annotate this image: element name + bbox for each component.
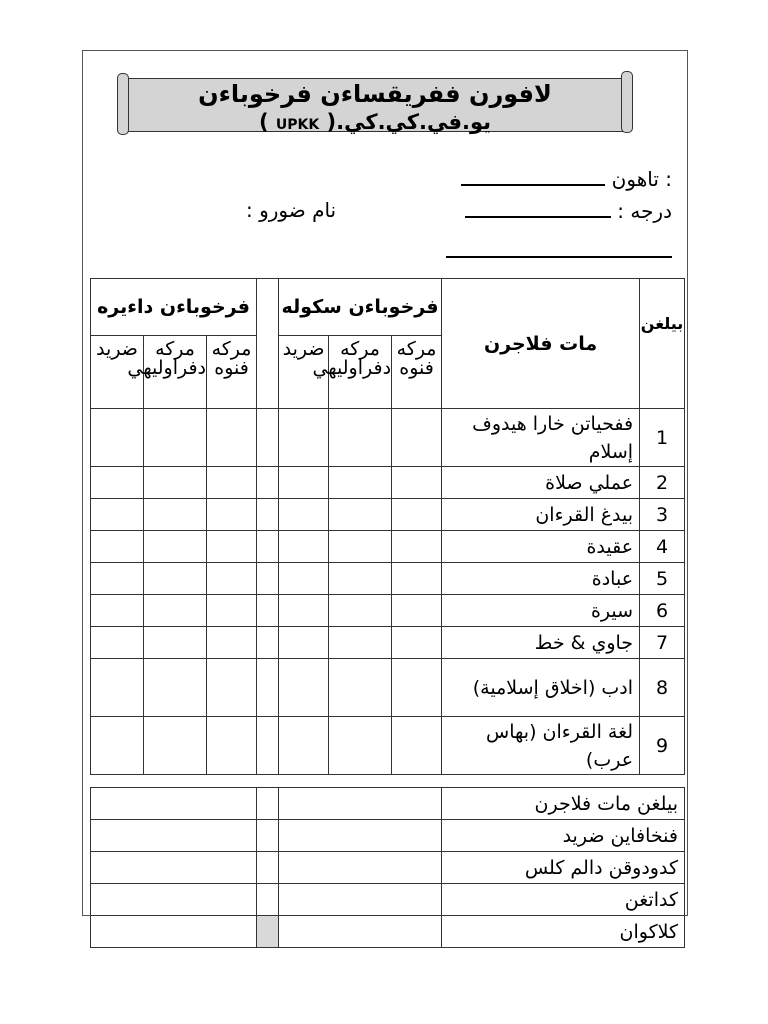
school-grade-cell[interactable] <box>279 499 329 531</box>
table-row <box>91 531 685 563</box>
summary-spacer-cell <box>257 852 279 884</box>
district-full-cell[interactable] <box>207 595 257 627</box>
table-row <box>91 595 685 627</box>
row-number: 6 <box>640 595 685 627</box>
district-obtained-cell[interactable] <box>144 409 207 467</box>
title-code: UPKK <box>275 117 320 133</box>
spacer-cell <box>257 531 279 563</box>
summary-row <box>91 788 685 820</box>
title-line-2 <box>120 108 630 139</box>
summary-spacer-cell <box>257 884 279 916</box>
summary-district-cell[interactable] <box>91 820 257 852</box>
district-full-cell[interactable] <box>207 531 257 563</box>
name-blank[interactable] <box>446 238 672 258</box>
district-obtained-cell[interactable] <box>144 627 207 659</box>
school-grade-header: ضريد <box>279 336 329 409</box>
school-obtained-cell[interactable] <box>329 499 392 531</box>
subject-name: عبادة <box>442 563 640 595</box>
subject-name: بيدغ القرءان <box>442 499 640 531</box>
school-full-cell[interactable] <box>392 409 442 467</box>
district-full-cell[interactable] <box>207 563 257 595</box>
row-number: 1 <box>640 409 685 467</box>
school-grade-cell[interactable] <box>279 717 329 775</box>
district-obtained-cell[interactable] <box>144 659 207 717</box>
district-full-header: مركه فنوه <box>207 336 257 409</box>
district-grade-cell[interactable] <box>91 717 144 775</box>
district-full-cell[interactable] <box>207 659 257 717</box>
spacer-cell <box>257 409 279 467</box>
summary-school-cell[interactable] <box>279 916 442 948</box>
summary-spacer-cell <box>257 916 279 948</box>
spacer-cell <box>257 563 279 595</box>
table-row <box>91 627 685 659</box>
summary-district-cell[interactable] <box>91 852 257 884</box>
spacer-cell <box>257 499 279 531</box>
summary-spacer-cell <box>257 820 279 852</box>
school-grade-cell[interactable] <box>279 595 329 627</box>
summary-table <box>90 787 685 948</box>
district-obtained-cell[interactable] <box>144 595 207 627</box>
darjah-label: درجه : <box>617 199 672 223</box>
district-grade-cell[interactable] <box>91 659 144 717</box>
summary-label: فنخافاين ضريد <box>442 820 685 852</box>
summary-row <box>91 852 685 884</box>
school-full-cell[interactable] <box>392 627 442 659</box>
summary-row <box>91 884 685 916</box>
school-grade-cell[interactable] <box>279 659 329 717</box>
table-row <box>91 717 685 775</box>
summary-district-cell[interactable] <box>91 916 257 948</box>
nama-label: نام ضورو : <box>246 198 337 222</box>
subject-name: ادب (اخلاق إسلامية) <box>442 659 640 717</box>
row-number: 5 <box>640 563 685 595</box>
spacer-cell <box>257 717 279 775</box>
row-number: 9 <box>640 717 685 775</box>
row-number: 2 <box>640 467 685 499</box>
row-number: 8 <box>640 659 685 717</box>
summary-label: كداتغن <box>442 884 685 916</box>
school-full-cell[interactable] <box>392 531 442 563</box>
table-row <box>91 563 685 595</box>
table-header-row <box>91 279 685 336</box>
district-full-cell[interactable] <box>207 499 257 531</box>
spacer-cell <box>257 627 279 659</box>
school-full-cell[interactable] <box>392 717 442 775</box>
school-obtained-cell[interactable] <box>329 717 392 775</box>
summary-district-cell[interactable] <box>91 788 257 820</box>
table-row <box>91 659 685 717</box>
district-grade-cell[interactable] <box>91 467 144 499</box>
darjah-field[interactable] <box>465 198 672 223</box>
district-obtained-cell[interactable] <box>144 467 207 499</box>
table-row <box>91 499 685 531</box>
summary-school-cell[interactable] <box>279 852 442 884</box>
school-obtained-cell[interactable] <box>329 595 392 627</box>
summary-label: كدودوقن دالم كلس <box>442 852 685 884</box>
district-full-cell[interactable] <box>207 467 257 499</box>
school-obtained-cell[interactable] <box>329 563 392 595</box>
row-number: 3 <box>640 499 685 531</box>
school-full-cell[interactable] <box>392 595 442 627</box>
school-full-cell[interactable] <box>392 563 442 595</box>
subject-name: ففحياتن خارا هيدوف إسلام <box>442 409 640 467</box>
school-obtained-cell[interactable] <box>329 659 392 717</box>
summary-row <box>91 820 685 852</box>
darjah-blank[interactable] <box>465 198 611 218</box>
school-full-cell[interactable] <box>392 499 442 531</box>
school-full-cell[interactable] <box>392 467 442 499</box>
col-subject-header: مات فلاجرن <box>442 279 640 409</box>
summary-district-cell[interactable] <box>91 884 257 916</box>
subject-name: عقيدة <box>442 531 640 563</box>
table-row <box>91 467 685 499</box>
results-table <box>90 278 685 775</box>
district-grade-cell[interactable] <box>91 409 144 467</box>
district-obtained-cell[interactable] <box>144 499 207 531</box>
summary-label: بيلغن مات فلاجرن <box>442 788 685 820</box>
title-line-1: لافورن ففريقساءن فرخوباءن <box>198 80 552 108</box>
district-full-cell[interactable] <box>207 717 257 775</box>
row-number: 4 <box>640 531 685 563</box>
subject-name: لغة القرءان (بهاس عرب) <box>442 717 640 775</box>
school-full-cell[interactable] <box>392 659 442 717</box>
school-grade-cell[interactable] <box>279 467 329 499</box>
tahun-label: : تاهون <box>611 167 672 191</box>
tahun-field[interactable] <box>461 166 672 191</box>
district-full-cell[interactable] <box>207 409 257 467</box>
district-grade-cell[interactable] <box>91 499 144 531</box>
district-obtained-cell[interactable] <box>144 717 207 775</box>
district-obtained-cell[interactable] <box>144 563 207 595</box>
school-obtained-cell[interactable] <box>329 409 392 467</box>
group-school-header: فرخوباءن سكوله <box>279 279 442 336</box>
school-obtained-header: مركه دفراوليهي <box>329 336 392 409</box>
school-grade-cell[interactable] <box>279 531 329 563</box>
subject-name: جاوي & خط <box>442 627 640 659</box>
title-prefix: يو.في.كي.كي.( <box>326 110 492 134</box>
district-grade-cell[interactable] <box>91 595 144 627</box>
title-suffix: ) <box>258 110 269 134</box>
district-grade-cell[interactable] <box>91 531 144 563</box>
spacer-cell <box>257 467 279 499</box>
summary-label: كلاكوان <box>442 916 685 948</box>
spacer-col <box>257 279 279 409</box>
district-grade-header: ضريد <box>91 336 144 409</box>
group-district-header: فرخوباءن داءيره <box>91 279 257 336</box>
col-bil-header: بيلغن <box>640 279 685 409</box>
row-number: 7 <box>640 627 685 659</box>
district-obtained-header: مركه دفراوليهي <box>144 336 207 409</box>
district-obtained-cell[interactable] <box>144 531 207 563</box>
school-obtained-cell[interactable] <box>329 467 392 499</box>
spacer-cell <box>257 659 279 717</box>
spacer-cell <box>257 595 279 627</box>
summary-school-cell[interactable] <box>279 788 442 820</box>
district-full-cell[interactable] <box>207 627 257 659</box>
summary-school-cell[interactable] <box>279 820 442 852</box>
school-grade-cell[interactable] <box>279 563 329 595</box>
summary-school-cell[interactable] <box>279 884 442 916</box>
summary-row <box>91 916 685 948</box>
school-obtained-cell[interactable] <box>329 531 392 563</box>
nama-field <box>246 198 336 222</box>
district-grade-cell[interactable] <box>91 627 144 659</box>
school-full-header: مركه فنوه <box>392 336 442 409</box>
school-grade-cell[interactable] <box>279 627 329 659</box>
district-grade-cell[interactable] <box>91 563 144 595</box>
summary-spacer-cell <box>257 788 279 820</box>
tahun-blank[interactable] <box>461 166 605 186</box>
subject-name: عملي صلاة <box>442 467 640 499</box>
page-title <box>120 80 630 139</box>
school-obtained-cell[interactable] <box>329 627 392 659</box>
subject-name: سيرة <box>442 595 640 627</box>
table-row <box>91 409 685 467</box>
school-grade-cell[interactable] <box>279 409 329 467</box>
